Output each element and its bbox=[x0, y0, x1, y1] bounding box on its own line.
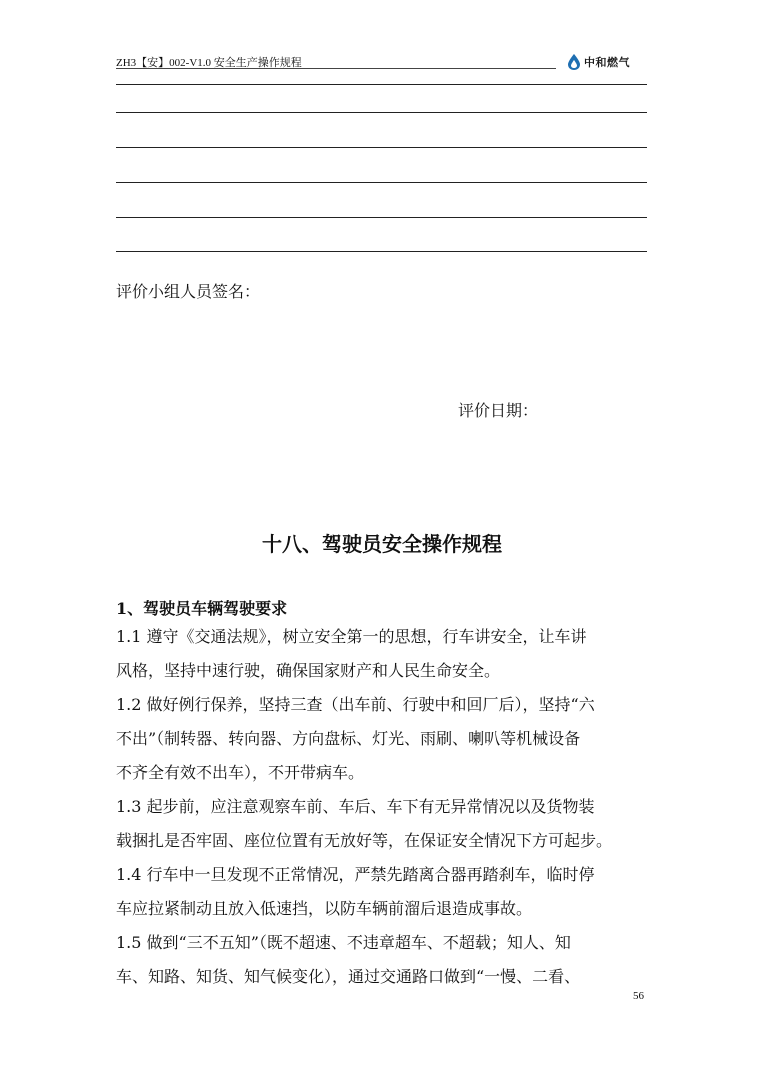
text-line: 1.5 做到“三不五知”（既不超速、不违章超车、不超载；知人、知 bbox=[116, 933, 571, 952]
logo-text: 中和燃气 bbox=[584, 56, 630, 69]
blank-rule-line bbox=[116, 112, 647, 113]
text-line: 不出”（制转器、转向器、方向盘标、灯光、雨刷、喇叭等机械设备 bbox=[116, 729, 581, 748]
page-number: 56 bbox=[633, 990, 644, 1002]
text-line: 载捆扎是否牢固、座位位置有无放好等，在保证安全情况下方可起步。 bbox=[116, 831, 613, 850]
text-line: 车、知路、知货、知气候变化），通过交通路口做到“一慢、二看、 bbox=[116, 967, 581, 986]
section-heading: 1、驾驶员车辆驾驶要求 bbox=[116, 599, 288, 618]
text-line: 风格，坚持中速行驶，确保国家财产和人民生命安全。 bbox=[116, 661, 501, 680]
text-line: 1.4 行车中一旦发现不正常情况，严禁先踏离合器再踏刹车，临时停 bbox=[116, 865, 595, 884]
blank-rule-line bbox=[116, 147, 647, 148]
text-line: 不齐全有效不出车），不开带病车。 bbox=[116, 763, 365, 782]
text-line: 1.2 做好例行保养，坚持三查（出车前、行驶中和回厂后），坚持“六 bbox=[116, 695, 595, 714]
blank-rule-line bbox=[116, 84, 647, 85]
page-header bbox=[116, 52, 646, 72]
doc-code: ZH3【安】002-V1.0 安全生产操作规程 bbox=[116, 57, 302, 69]
date-label: 评价日期： bbox=[458, 401, 539, 420]
body-text bbox=[116, 620, 647, 994]
chapter-title: 十八、驾驶员安全操作规程 bbox=[262, 532, 502, 556]
flame-drop-icon bbox=[568, 54, 580, 70]
text-line: 1.3 起步前，应注意观察车前、车后、车下有无异常情况以及货物装 bbox=[116, 797, 595, 816]
blank-rule-line bbox=[116, 217, 647, 218]
text-line: 1.1 遵守《交通法规》，树立安全第一的思想，行车讲安全，让车讲 bbox=[116, 627, 587, 646]
company-logo bbox=[568, 52, 630, 72]
header-divider bbox=[116, 68, 556, 69]
blank-rule-line bbox=[116, 251, 647, 252]
signature-label: 评价小组人员签名： bbox=[116, 282, 261, 301]
blank-rule-line bbox=[116, 182, 647, 183]
text-line: 车应拉紧制动且放入低速挡，以防车辆前溜后退造成事故。 bbox=[116, 899, 533, 918]
